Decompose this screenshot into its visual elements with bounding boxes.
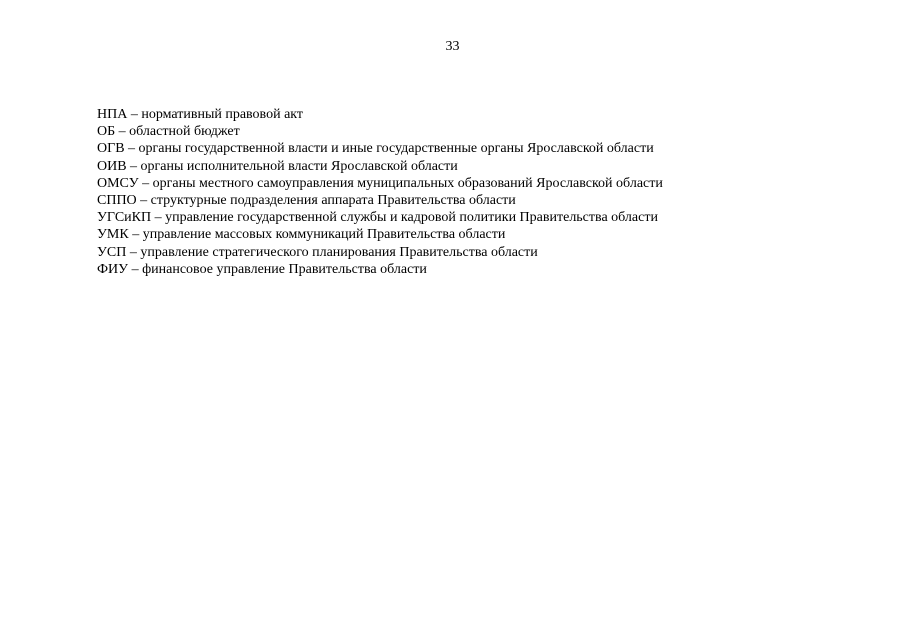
abbreviation-item: УМК – управление массовых коммуникаций Правительства области	[97, 227, 506, 243]
abbreviation-item: ФИУ – финансовое управление Правительства области	[97, 261, 427, 277]
page-number: 33	[445, 39, 460, 54]
abbreviation-item: ОГВ – органы государственной власти и иные государственные органы Ярославской области	[97, 141, 654, 157]
abbreviation-item: УСП – управление стратегического планирования Правительства области	[97, 244, 538, 260]
abbreviation-item: ОИВ – органы исполнительной власти Ярославской области	[97, 158, 458, 174]
abbreviation-list	[97, 106, 877, 278]
abbreviation-item: ОБ – областной бюджет	[97, 124, 240, 140]
abbreviation-item: ОМСУ – органы местного самоуправления муниципальных образований Ярославской области	[97, 175, 663, 191]
abbreviation-item: УГСиКП – управление государственной службы и кадровой политики Правительства области	[97, 210, 658, 226]
abbreviation-item: НПА – нормативный правовой акт	[97, 107, 304, 122]
abbreviation-item: СППО – структурные подразделения аппарата Правительства области	[97, 193, 516, 209]
